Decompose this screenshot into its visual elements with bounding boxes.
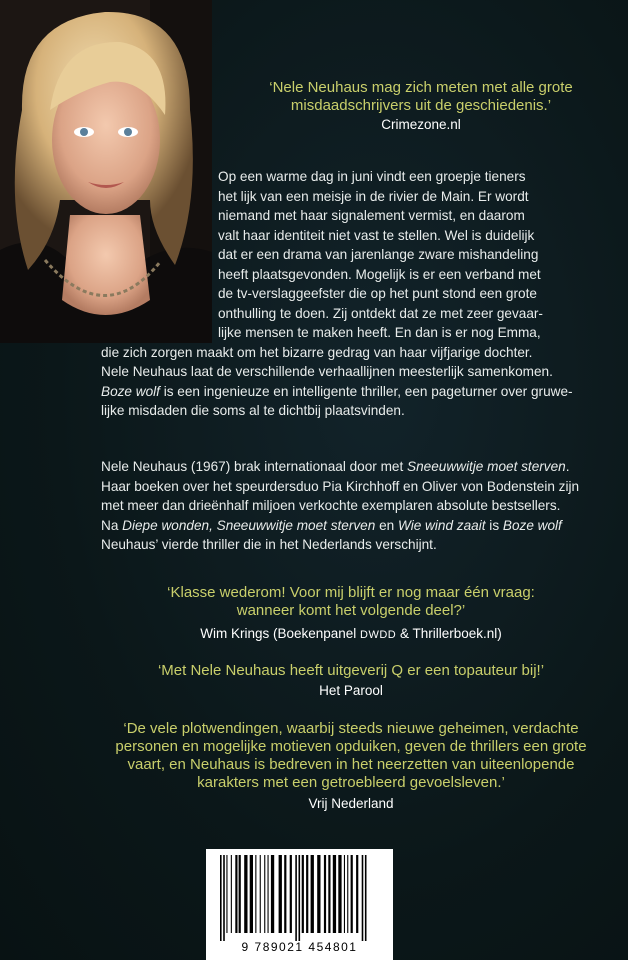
bio-italic-title: Boze wolf [502,517,562,533]
barcode-bar [235,855,237,933]
synopsis-line: de tv-verslaggeefster die op het punt stond een grote [218,286,537,301]
barcode-bar [220,855,222,941]
quote-het-parool: ‘Met Nele Neuhaus heeft uitgeverij Q er een topauteur bij!’ [157,662,545,679]
barcode-bar [260,855,261,933]
quote-source [101,626,601,643]
quote-vrij-nederland [96,720,606,792]
barcode-bar [302,855,304,933]
quote-source: Het Parool [319,683,383,698]
synopsis-line: die zich zorgen maakt om het bizarre gedrag van haar vijfjarige dochter. [101,345,533,360]
source-text: & Thrillerboek.nl) [396,626,502,641]
barcode-bar [290,855,292,933]
bio-italic-title: Wie wind zaait [397,517,486,533]
author-bio [101,457,579,555]
barcode-bar [295,855,297,941]
barcode-bar [365,855,367,941]
bio-italic-title: Diepe wonden, Sneeuwwitje moet sterven [122,517,376,533]
synopsis-line: Nele Neuhaus laat de verschillende verhaallijnen meesterlijk samenkomen. [101,364,553,379]
bio-line: Haar boeken over het speurdersduo Pia Kirchhoff en Oliver von Bodenstein zijn [101,478,580,494]
barcode-bar [239,855,241,933]
synopsis-line-text: is een ingenieuze en intelligente thriller, een pageturner over gruwe- [159,383,573,399]
synopsis-line: heeft plaatsgevonden. Mogelijk is er een verband met [218,266,541,282]
barcode-bar [356,855,358,933]
barcode-bar [347,855,348,933]
bio-line: met meer dan drieënhalf miljoen verkochte exemplaren absolute bestsellers. [101,498,561,513]
synopsis-line: lijke mensen te maken heeft. En dan is er nog Emma, [218,325,541,340]
synopsis-line: het lijk van een meisje in de rivier de Main. Er wordt [218,188,529,204]
source-text: Wim Krings (Boekenpanel [200,626,361,641]
synopsis-line: valt haar identiteit niet vast te stellen. Wel is duidelijk [218,227,535,243]
barcode-bar [362,855,364,941]
source-smallcaps: DWDD [360,629,397,641]
barcode-bar [344,855,345,933]
author-portrait-image [0,0,212,343]
quote-line: ‘Klasse wederom! Voor mij blijft er nog maar één vraag: [167,584,535,601]
bio-text: en [375,517,398,533]
barcode-bar [328,855,330,933]
barcode-bar [279,855,282,933]
bio-text: . [565,459,570,474]
bio-italic-title: Sneeuwwitje moet sterven [407,459,566,474]
barcode-bar [250,855,253,933]
author-photo [0,0,212,343]
quote-crimezone [222,79,620,115]
quote-wim-krings [101,584,601,620]
barcode-bar [351,855,353,933]
barcode-bar [299,855,301,941]
synopsis-line: Op een warme dag in juni vindt een groepje tieners [218,169,526,184]
bio-text: Na [101,517,123,533]
synopsis-top [218,167,543,343]
barcode-bar [226,855,227,933]
quote-line: ‘De vele plotwendingen, waarbij steeds nieuwe geheimen, verdachte [123,720,579,737]
synopsis-bottom [101,343,532,363]
barcode-bar [338,855,341,933]
synopsis-line: niemand met haar signalement vermist, en daarom [218,208,525,223]
synopsis-line: lijke misdaden die soms al te dichtbij plaatsvinden. [101,403,405,418]
quote-line: karakters met een getroebleerd gevoelsleven.’ [197,774,505,791]
quote-line: ‘Nele Neuhaus mag zich meten met alle grote [269,79,573,96]
quote-source: Vrij Nederland [308,796,394,811]
barcode-bar [268,855,269,933]
barcode-bar [317,855,320,933]
bio-text: Nele Neuhaus (1967) brak internationaal door met [101,459,408,474]
barcode-bar [255,855,256,933]
synopsis-line: onthulling te doen. Zij ontdekt dat ze met zeer gevaar- [218,305,543,321]
barcode-bar [271,855,274,933]
isbn-number: 9 789021 454801 [241,940,358,954]
barcode-bar [264,855,265,933]
barcode-bar [244,855,247,933]
barcode-bar [333,855,336,933]
barcode-bar [284,855,286,933]
book-title-italic: Boze wolf [101,383,160,399]
bio-line [101,457,579,477]
synopsis-line [101,382,573,402]
quote-line: vaart, en Neuhaus is bedreven in het neerzetten van uiteenlopende [127,756,575,773]
quote-line: personen en mogelijke motieven opduiken, geven de thrillers een grote [115,738,587,755]
barcode-bar [306,855,308,933]
synopsis-bottom-2 [101,362,573,421]
synopsis-line: dat er een drama van jarenlange zware mishandeling [218,247,539,262]
barcode-bar [223,855,225,941]
barcode-bar [231,855,232,933]
bio-line: Neuhaus’ vierde thriller die in het Nederlands verschijnt. [101,537,437,552]
bio-text: is [485,517,503,533]
quote-line: misdaadschrijvers uit de geschiedenis.’ [290,97,552,114]
barcode-bar [311,855,314,933]
bio-line [101,516,579,536]
quote-source: Crimezone.nl [381,117,461,132]
barcode-bar [324,855,326,933]
quote-line: wanneer komt het volgende deel?’ [236,602,466,619]
